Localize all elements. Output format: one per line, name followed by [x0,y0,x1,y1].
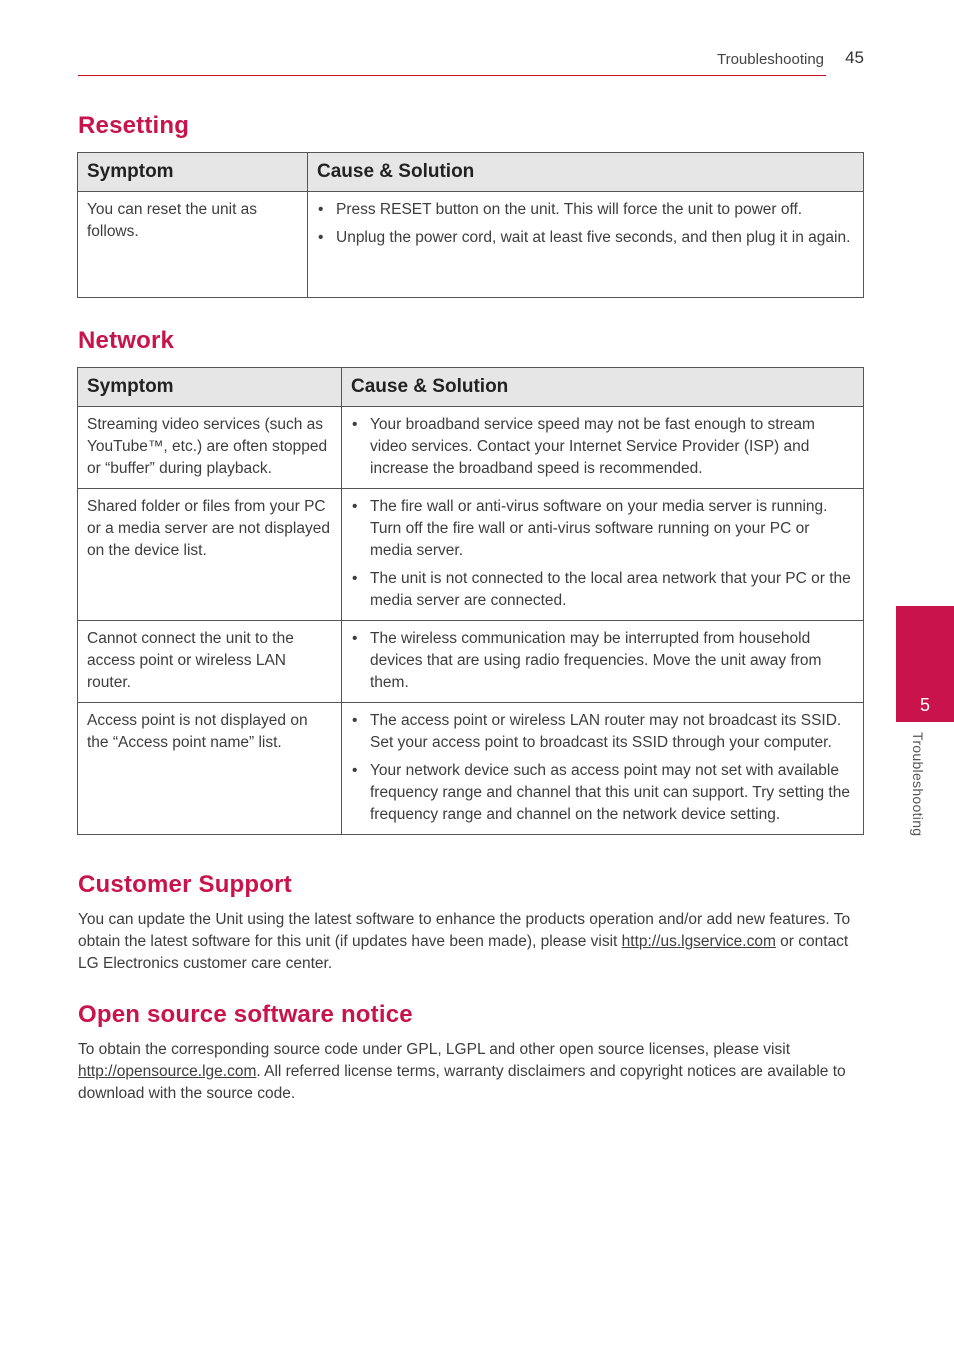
symptom-cell: Shared folder or files from your PC or a media server are not displayed on the device list. [78,489,342,621]
table-row [78,192,864,298]
solution-cell [342,703,864,835]
solution-item: • The access point or wireless LAN router may not broadcast its SSID. Set your access point to broadcast its SSID through your computer. [351,710,854,754]
solution-item: • The unit is not connected to the local area network that your PC or the media server are connected. [351,568,854,612]
table-row [78,489,864,621]
table-header-row [78,153,864,192]
chapter-tab [896,606,954,722]
customer-support-text-end: or contact LG Electronics customer care center. [78,933,849,972]
customer-support-paragraph [78,909,864,975]
symptom-cell: Access point is not displayed on the “Access point name” list. [78,703,342,835]
page-number: 45 [845,48,864,67]
cause-solution-column-header: Cause & Solution [342,368,864,407]
resetting-heading: Resetting [78,112,190,139]
resetting-table [77,152,864,298]
open-source-text-end: . All referred license terms, warranty disclaimers and copyright notices are available to download with the source code. [78,1063,846,1102]
solution-item: • Your broadband service speed may not be fast enough to stream video services. Contact your Internet Service Provider (ISP) and increase the broadband speed is recommended. [351,414,854,480]
table-row [78,407,864,489]
table-header-row [78,368,864,407]
header-section-title: Troubleshooting [716,51,824,68]
solution-item: • The fire wall or anti-virus software on your media server is running. Turn off the fire wall or anti-virus software running on your PC or media server. [351,496,854,562]
symptom-cell: Cannot connect the unit to the access point or wireless LAN router. [78,621,342,703]
lgservice-link[interactable]: http://us.lgservice.com [621,933,776,950]
solution-item: • The wireless communication may be interrupted from household devices that are using radio frequencies. Move the unit away from them. [351,628,854,694]
solution-item: • Your network device such as access point may not set with available frequency range and channel that this unit can support. Try setting the frequency range and channel on the network device setting. [351,760,854,826]
page-header [78,48,864,76]
symptom-cell: Streaming video services (such as YouTube™, etc.) are often stopped or “buffer” during playback. [78,407,342,489]
open-source-paragraph [78,1039,864,1105]
solution-cell [342,621,864,703]
header-rule [78,75,826,76]
customer-support-text: You can update the Unit using the latest software to enhance the products operation and/or add new features. To obtain the latest software for this unit (if updates have been made), please visit [78,911,851,950]
solution-item: • Unplug the power cord, wait at least five seconds, and then plug it in again. [317,227,854,249]
symptom-cell: You can reset the unit as follows. [78,192,308,298]
solution-cell [342,489,864,621]
solution-item: • Press RESET button on the unit. This will force the unit to power off. [317,199,854,221]
table-row [78,621,864,703]
cause-solution-column-header: Cause & Solution [308,153,864,192]
symptom-column-header: Symptom [78,368,342,407]
table-row [78,703,864,835]
chapter-number: 5 [919,695,930,715]
chapter-label: Troubleshooting [910,732,926,837]
solution-cell [342,407,864,489]
network-heading: Network [78,327,175,354]
open-source-text: To obtain the corresponding source code under GPL, LGPL and other open source licenses, please visit [78,1041,791,1058]
open-source-heading: Open source software notice [78,1001,413,1028]
symptom-column-header: Symptom [78,153,308,192]
customer-support-heading: Customer Support [78,871,292,898]
opensource-link[interactable]: http://opensource.lge.com [78,1063,257,1080]
network-table [77,367,864,835]
solution-cell [308,192,864,298]
